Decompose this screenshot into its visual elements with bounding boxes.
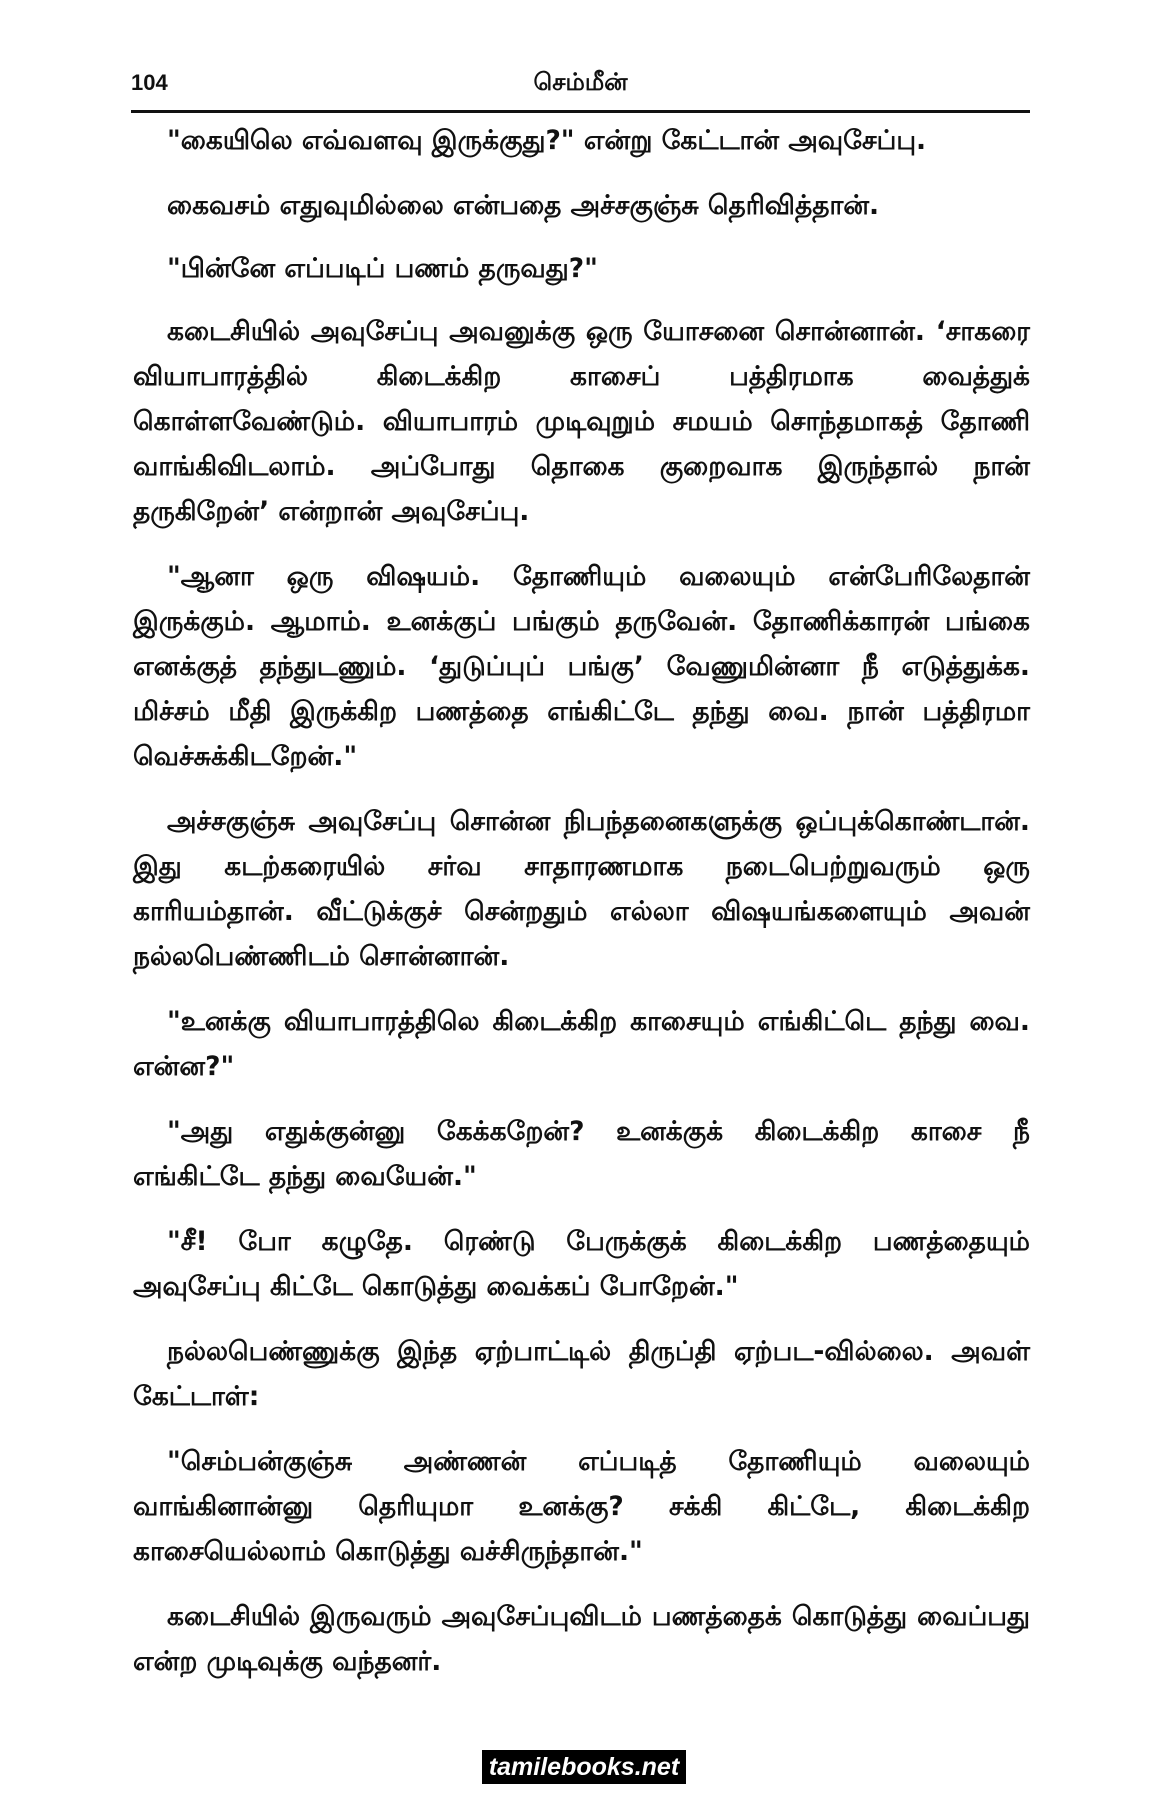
- paragraph: நல்லபெண்ணுக்கு இந்த ஏற்பாட்டில் திருப்தி ஏற்பட-வில்லை. அவள் கேட்டாள்:: [133, 1336, 1030, 1412]
- paragraph: "ஆனா ஒரு விஷயம். தோணியும் வலையும் என்பேரிலேதான் இருக்கும். ஆமாம். உனக்குப் பங்கும் தருவேன். தோணிக்காரன் பங்கை எனக்குத் தந்துடணும். ‘துடுப்புப் பங்கு’ வேணுமின்னா நீ எடுத்துக்க. மிச்சம் மீதி இருக்கிற பணத்தை எங்கிட்டே தந்து வை. நான் பத்திரமா வெச்சுக்கிடறேன்.": [133, 561, 1030, 772]
- paragraph: "சீ! போ கழுதே. ரெண்டு பேருக்குக் கிடைக்கிற பணத்தையும் அவுசேப்பு கிட்டே கொடுத்து வைக்கப் போறேன்.": [133, 1226, 1030, 1302]
- page-header: [131, 58, 1030, 113]
- paragraph: "உனக்கு வியாபாரத்திலெ கிடைக்கிற காசையும் எங்கிட்டெ தந்து வை. என்ன?": [133, 1006, 1030, 1082]
- paragraph: "அது எதுக்குன்னு கேக்கறேன்? உனக்குக் கிடைக்கிற காசை நீ எங்கிட்டே தந்து வையேன்.": [133, 1116, 1030, 1192]
- page-number: 104: [131, 70, 168, 95]
- paragraph: கடைசியில் இருவரும் அவுசேப்புவிடம் பணத்தைக் கொடுத்து வைப்பது என்ற முடிவுக்கு வந்தனர்.: [133, 1601, 1030, 1677]
- paragraph: "கையிலெ எவ்வளவு இருக்குது?" என்று கேட்டான் அவுசேப்பு.: [167, 125, 927, 156]
- paragraph: கைவசம் எதுவுமில்லை என்பதை அச்சகுஞ்சு தெரிவித்தான்.: [167, 190, 880, 221]
- body-text: [133, 118, 1030, 1704]
- paragraph: "பின்னே எப்படிப் பணம் தருவது?": [167, 253, 598, 284]
- paragraph: "செம்பன்குஞ்சு அண்ணன் எப்படித் தோணியும் வலையும் வாங்கினான்னு தெரியுமா உனக்கு? சக்கி கிட்டே, கிடைக்கிற காசையெல்லாம் கொடுத்து வச்சிருந்தான்.": [133, 1446, 1030, 1567]
- watermark: tamilebooks.net: [482, 1750, 686, 1784]
- paragraph: கடைசியில் அவுசேப்பு அவனுக்கு ஒரு யோசனை சொன்னான். ‘சாகரை வியாபாரத்தில் கிடைக்கிற காசைப் பத்திரமாக வைத்துக் கொள்ளவேண்டும். வியாபாரம் முடிவுறும் சமயம் சொந்தமாகத் தோணி வாங்கிவிடலாம். அப்போது தொகை குறைவாக இருந்தால் நான் தருகிறேன்’ என்றான் அவுசேப்பு.: [133, 316, 1030, 527]
- paragraph: அச்சகுஞ்சு அவுசேப்பு சொன்ன நிபந்தனைகளுக்கு ஒப்புக்கொண்டான். இது கடற்கரையில் சர்வ சாதாரணமாக நடைபெற்றுவரும் ஒரு காரியம்தான். வீட்டுக்குச் சென்றதும் எல்லா விஷயங்களையும் அவன் நல்லபெண்ணிடம் சொன்னான்.: [133, 806, 1030, 972]
- running-title: செம்மீன்: [533, 68, 628, 96]
